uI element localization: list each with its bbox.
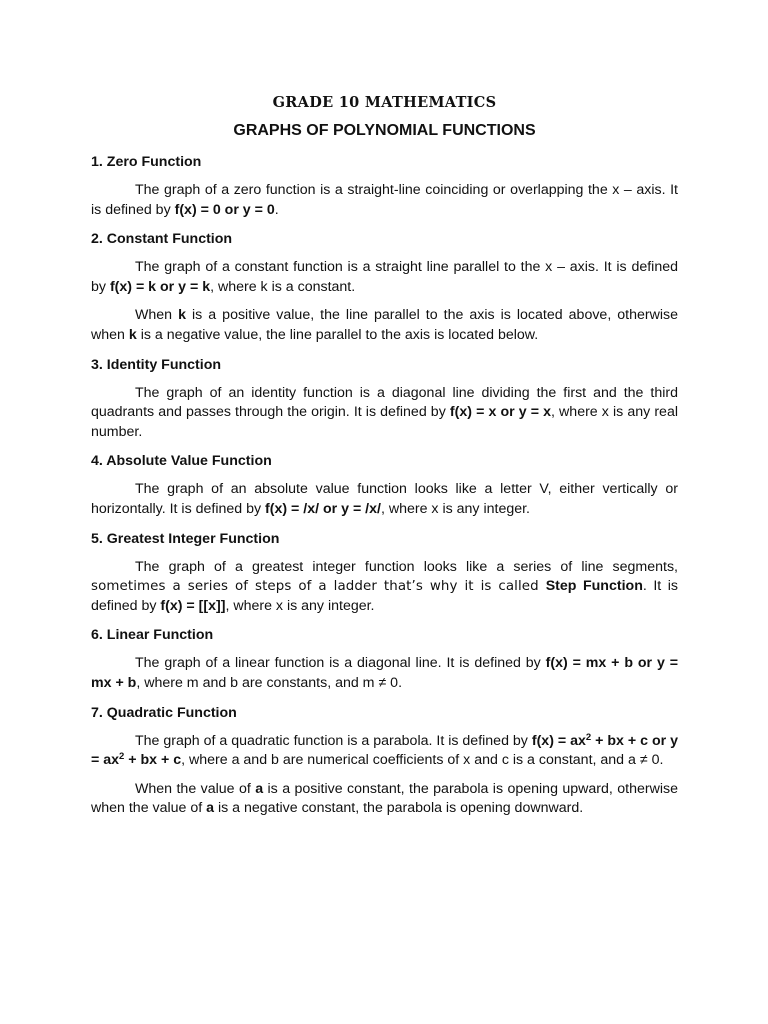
page-title: GRAPHS OF POLYNOMIAL FUNCTIONS	[233, 122, 536, 139]
section-heading: 2. Constant Function	[91, 231, 233, 248]
formula: f(x) = mx + b or y = mx + b	[91, 655, 678, 691]
paragraph	[91, 558, 678, 617]
formula: f(x) = /x/ or y = /x/	[265, 500, 381, 517]
text: , where a and b are numerical coefficients of x and c is a constant, and a ≠ 0.	[181, 752, 664, 769]
paragraph	[91, 480, 678, 519]
section-heading: 3. Identity Function	[91, 356, 222, 373]
section-identity-function	[91, 355, 678, 443]
text: .	[274, 201, 279, 218]
text: When the value of	[135, 780, 256, 797]
formula: f(x) = [[x]]	[160, 597, 226, 614]
formula-part: f(x) = ax	[531, 732, 586, 749]
variable: k	[178, 307, 186, 324]
section-heading: 6. Linear Function	[91, 627, 214, 644]
variable: a	[255, 780, 264, 797]
text: is a negative value, the line parallel to the axis is located below.	[136, 326, 539, 343]
formula: f(x) = x or y = x	[449, 404, 552, 421]
text: The graph of a zero function is a straight-line coinciding or overlapping the x – axis. It is defined by	[91, 182, 678, 218]
section-linear-function	[91, 625, 678, 693]
text: is a positive value, the line parallel to the axis is located above, otherwise when	[91, 307, 678, 343]
paragraph	[91, 306, 678, 345]
section-heading: 5. Greatest Integer Function	[91, 530, 280, 547]
text: , where x is any real number.	[91, 404, 678, 440]
formula: f(x) = 0 or y = 0	[174, 201, 275, 218]
text: is a positive constant, the parabola is opening upward, otherwise when the value of	[91, 780, 678, 817]
text: The graph of a quadratic function is a parabola. It is defined by	[135, 732, 532, 749]
grade-title: GRADE 10 MATHEMATICS	[272, 94, 497, 111]
text: The graph of a linear function is a diagonal line. It is defined by	[135, 655, 546, 672]
section-constant-function	[91, 229, 678, 345]
text: The graph of a constant function is a straight line parallel to the x – axis. It is defined by	[91, 259, 678, 295]
paragraph	[91, 258, 678, 297]
text: , where x is any integer.	[225, 597, 375, 614]
section-heading: 4. Absolute Value Function	[91, 453, 272, 470]
paragraph	[91, 732, 678, 771]
term: Step Function	[545, 578, 643, 595]
text: is a negative constant, the parabola is opening downward.	[214, 800, 584, 817]
text: , where x is any integer.	[380, 500, 530, 517]
text: , where k is a constant.	[210, 278, 356, 295]
formula-part: + bx + c	[124, 752, 182, 769]
text: The graph of a greatest integer function looks like a series of line segments,	[135, 558, 678, 575]
text: sometimes a series of steps of a ladder that’s why it is called	[91, 579, 546, 595]
section-quadratic-function	[91, 703, 678, 819]
paragraph	[91, 181, 678, 220]
section-zero-function	[91, 152, 678, 220]
exponent: 2	[585, 731, 592, 743]
variable: a	[206, 800, 215, 817]
paragraph	[91, 780, 678, 819]
paragraph	[91, 654, 678, 693]
text: . It is defined by	[91, 578, 678, 614]
section-heading: 7. Quadratic Function	[91, 704, 237, 721]
exponent: 2	[119, 751, 125, 763]
text: The graph of an identity function is a diagonal line dividing the first and the third quadrants and passes through the origin. It is defined by	[91, 384, 678, 421]
variable: k	[128, 326, 137, 343]
text: When	[135, 307, 179, 324]
section-greatest-integer-function	[91, 529, 678, 617]
formula-part: + bx + c or y = ax	[91, 732, 679, 769]
section-heading: 1. Zero Function	[91, 154, 202, 170]
text: , where m and b are constants, and m ≠ 0.	[136, 674, 403, 691]
text: The graph of an absolute value function looks like a letter V, either vertically or horizontally. It is defined by	[91, 481, 678, 517]
section-absolute-value-function	[91, 451, 678, 519]
formula: f(x) = k or y = k	[109, 278, 211, 295]
paragraph	[91, 384, 678, 443]
